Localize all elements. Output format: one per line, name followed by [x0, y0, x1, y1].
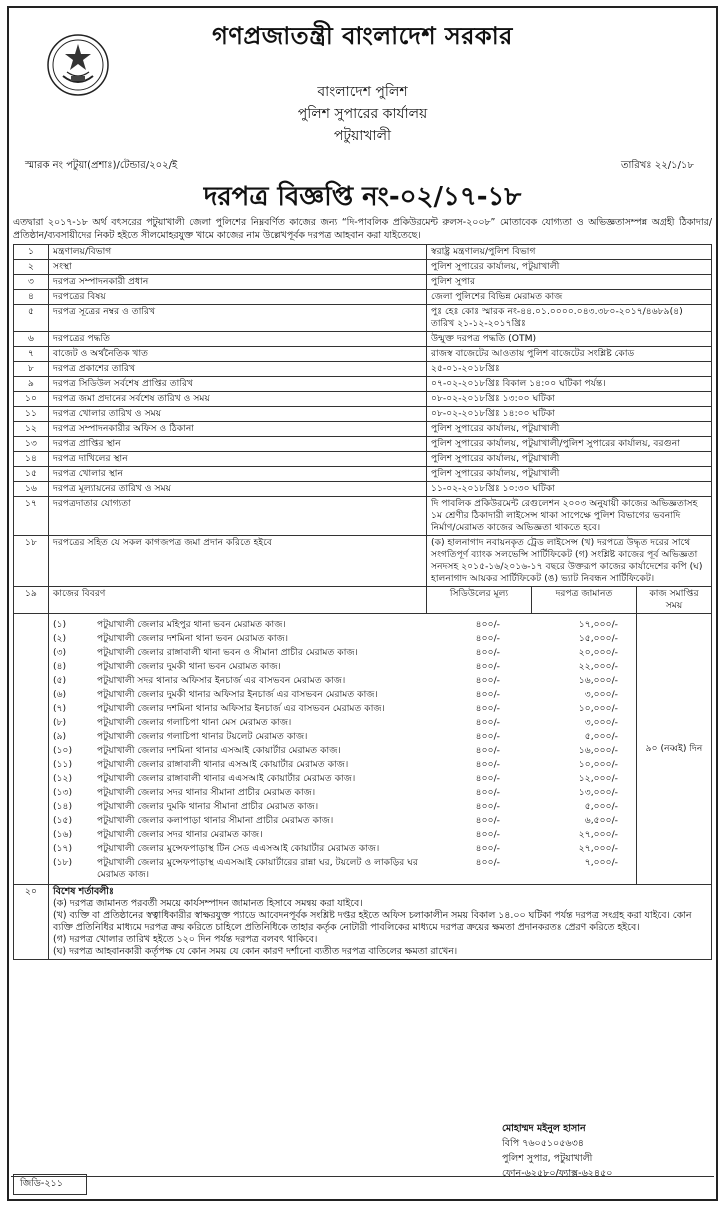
work-number: (১৭) — [53, 843, 73, 854]
work-security: ৩,০০০/- — [584, 689, 618, 700]
work-number: (৯) — [53, 731, 67, 742]
work-price: ৪০০/- — [475, 703, 500, 714]
row-sl: ১১ — [14, 407, 49, 422]
completion-time: ৯০ (নব্বই) দিন — [637, 614, 712, 885]
work-item — [49, 814, 636, 828]
work-security: ৫,০০০/- — [584, 731, 618, 742]
row-label: দরপত্র খোলার তারিখ ও সময় — [49, 407, 427, 422]
work-security: ১৫,০০০/- — [578, 633, 618, 644]
work-number: (১৮) — [53, 857, 73, 868]
work-number: (১৪) — [53, 801, 73, 812]
info-row — [14, 482, 712, 497]
info-row — [14, 437, 712, 452]
work-price: ৪০০/- — [475, 633, 500, 644]
row-value: ০৮-০২-২০১৮খ্রিঃ ১৩:০০ ঘটিকা — [427, 392, 712, 407]
work-item — [49, 702, 636, 716]
work-item — [49, 772, 636, 786]
row-label: দরপত্রের বিষয় — [49, 290, 427, 305]
row-label: সংস্থা — [49, 260, 427, 275]
work-description: পটুয়াখালী জেলার দশমিনা থানার এসআই কোয়ার্টার মেরামত কাজ। — [97, 745, 341, 756]
row-value: (ক) হালনাগাদ নবায়নকৃত ট্রেড লাইসেন্স (খ) দরপত্রে উদ্ধৃত দরের সাথে সংগতিপূর্ণ ব্যাংক সলভেন্সি সার্টিফিকেট (গ) সংশ্লিষ্ট কাজের পূর্ব অভিজ্ঞতা সনদসহ ২০১৫-১৬/২০১৬-১৭ বছরে উক্তরূপ কাজের কার্যাদেশের কপি (ঘ) হালনাগাদ আয়কর সার্টিফিকেট (ঙ) ভ্যাট নিবন্ধন সার্টিফিকেট। — [427, 536, 712, 587]
row-value: পুলিশ সুপারের কার্যালয়, পটুয়াখালী/পুলিশ সুপারের কার্যালয়, বরগুনা — [427, 437, 712, 452]
row-label: দরপত্র সিডিউল সর্বশেষ প্রাপ্তির তারিখ — [49, 377, 427, 392]
term-item: (খ) ব্যক্তি বা প্রতিষ্ঠানের স্বত্বাধিকারীর স্বাক্ষরযুক্ত প্যাডে আবেদনপূর্বক সংশ্লিষ্ট দপ্তর হইতে অফিস চলাকালীন সময় বিকাল ১৪.০০ ঘটিকা পর্যন্ত দরপত্র সংগ্রহ করা যাইবে। কোন ব্যক্তি প্রতিনিধির মাধ্যমে দরপত্র ক্রয় করিতে চাহিলে প্রতিনিধিকে তাহার কর্তৃক নোটারী পাবলিকের মাধ্যমে দরপত্র ক্রয়ের ক্ষমতা প্রদানকরতঃ প্রেরণ করিতে হইবে। — [53, 910, 692, 933]
row-label: দরপত্র প্রকাশের তারিখ — [49, 362, 427, 377]
work-item — [49, 716, 636, 730]
info-row — [14, 467, 712, 482]
row-label: দরপত্র সম্পাদনকারীর অফিস ও ঠিকানা — [49, 422, 427, 437]
work-description: পটুয়াখালী জেলার গলাচিপা থানা মেস মেরামত কাজ। — [97, 717, 292, 728]
row-value: ০৮-০২-২০১৮খ্রিঃ ১৪:০০ ঘটিকা — [427, 407, 712, 422]
work-description: পটুয়াখালী জেলার দুমকী থানার অফিসার ইনচার্জ এর বাসভবন মেরামত কাজ। — [97, 689, 378, 700]
row-label: বাজেট ও অর্থনৈতিক খাত — [49, 347, 427, 362]
work-description: পটুয়াখালী জেলার মহিপুর থানা ভবন মেরামত কাজ। — [97, 619, 286, 630]
work-item — [49, 618, 636, 632]
work-number: (২) — [53, 633, 67, 644]
tender-table — [13, 244, 712, 960]
row-sl: ১৭ — [14, 497, 49, 536]
row-sl: ৮ — [14, 362, 49, 377]
row-sl: ৪ — [14, 290, 49, 305]
work-security: ১০,০০০/- — [578, 703, 618, 714]
work-item — [49, 730, 636, 744]
signatory-bp: বিপি ৭৬০৫১০৫৬৩৪ — [502, 1138, 584, 1149]
work-item — [49, 842, 636, 856]
work-price: ৪০০/- — [475, 689, 500, 700]
work-description: পটুয়াখালী জেলার গলাচিপা থানার টয়লেট মেরামত কাজ। — [97, 731, 308, 742]
work-item — [49, 674, 636, 688]
row-value: ২৫-০১-২০১৮খ্রিঃ — [427, 362, 712, 377]
work-price: ৪০০/- — [475, 759, 500, 770]
row-label: দরপত্র সূত্রের নম্বর ও তারিখ — [49, 305, 427, 332]
work-security: ২০,০০০/- — [578, 647, 618, 658]
work-security: ৭,০০০/- — [584, 857, 618, 868]
row-value: পুলিশ সুপারের কার্যালয়, পটুয়াখালী — [427, 467, 712, 482]
work-security: ৩,০০০/- — [584, 717, 618, 728]
row-label: দরপত্র জমা প্রদানের সর্বশেষ তারিখ ও সময় — [49, 392, 427, 407]
row-value: উন্মুক্ত দরপত্র পদ্ধতি (OTM) — [427, 332, 712, 347]
work-number: (৮) — [53, 717, 67, 728]
work-number: (৭) — [53, 703, 67, 714]
row-value: পুলিশ সুপার — [427, 275, 712, 290]
info-row — [14, 536, 712, 587]
notice-page — [7, 6, 718, 1201]
work-price: ৪০০/- — [475, 731, 500, 742]
term-item: (ক) দরপত্র জামানত পরবর্তী সময়ে কার্যসম্পাদন জামানত হিসাবে সমন্বয় করা যাইবে। — [53, 898, 363, 909]
work-price: ৪০০/- — [475, 675, 500, 686]
work-security: ১৬,০০০/- — [578, 675, 618, 686]
work-item — [49, 660, 636, 674]
work-item — [49, 646, 636, 660]
works-price-header: সিডিউলের মূল্য — [427, 587, 532, 614]
row-sl: ১৪ — [14, 452, 49, 467]
row-sl: ২ — [14, 260, 49, 275]
work-description: পটুয়াখালী সদর থানার অফিসার ইনচার্জ এর বাসভবন মেরামত কাজ। — [97, 675, 346, 686]
work-item — [49, 758, 636, 772]
info-row — [14, 377, 712, 392]
work-number: (৩) — [53, 647, 67, 658]
work-number: (৬) — [53, 689, 67, 700]
works-title: কাজের বিবরণ — [49, 587, 427, 614]
memo-number: স্মারক নং পটুয়া(প্রশাঃ)/টেন্ডার/২০২/ই — [25, 160, 178, 171]
footer-divider — [11, 1176, 714, 1177]
work-item — [49, 800, 636, 814]
row-value: জেলা পুলিশের বিভিন্ন মেরামত কাজ — [427, 290, 712, 305]
work-security: ৫,০০০/- — [584, 801, 618, 812]
row-value: পুঃ হেঃ কোঃ স্মারক নং-৪৪.০১.০০০০.০৪৩.৩৮০-২০১৭/৪৬৮৯(৪) তারিখ ২১-১২-২০১৭খ্রিঃ — [427, 305, 712, 332]
row-sl: ১৩ — [14, 437, 49, 452]
info-row — [14, 452, 712, 467]
row-label: দরপত্রের সহিত যে সকল কাগজপত্র জমা প্রদান করিতে হইবে — [49, 536, 427, 587]
info-row — [14, 362, 712, 377]
work-security: ১৩,০০০/- — [578, 787, 618, 798]
row-label: দরপত্র সম্পাদনকারী প্রধান — [49, 275, 427, 290]
term-item: (গ) দরপত্র খোলার তারিখ হইতে ১২০ দিন পর্যন্ত দরপত্র বলবৎ থাকিবে। — [53, 934, 318, 945]
work-item — [49, 688, 636, 702]
work-item — [49, 632, 636, 646]
row-sl: ৯ — [14, 377, 49, 392]
row-sl: ৬ — [14, 332, 49, 347]
row-value: রাজস্ব বাজেটের আওতায় পুলিশ বাজেটের সংশ্লিষ্ট কোড — [427, 347, 712, 362]
government-title: গণপ্রজাতন্ত্রী বাংলাদেশ সরকার — [212, 22, 513, 50]
work-price: ৪০০/- — [475, 787, 500, 798]
work-price: ৪০০/- — [475, 857, 500, 868]
work-number: (৪) — [53, 661, 67, 672]
row-label: দরপত্র প্রাপ্তির স্থান — [49, 437, 427, 452]
works-header-row — [14, 587, 712, 614]
work-security: ৬,৫০০/- — [584, 815, 618, 826]
signature-block — [502, 1121, 692, 1181]
footer-code: জিডি-২১১ — [13, 1174, 87, 1195]
info-row — [14, 407, 712, 422]
work-item — [49, 856, 636, 882]
work-security: ১০,০০০/- — [578, 759, 618, 770]
work-number: (১৬) — [53, 829, 73, 840]
term-item: (ঘ) দরপত্র আহবানকারী কর্তৃপক্ষ যে কোন সময় যে কোন কারণ দর্শানো ব্যতীত দরপত্র বাতিলের ক্ষমতা রাখেন। — [53, 946, 458, 957]
work-description: পটুয়াখালী জেলার সদর থানার সীমানা প্রাচীর মেরামত কাজ। — [97, 787, 316, 798]
row-sl: ১৬ — [14, 482, 49, 497]
notice-title: দরপত্র বিজ্ঞপ্তি নং-০২/১৭-১৮ — [203, 182, 522, 212]
work-item — [49, 828, 636, 842]
row-label: দরপত্রদাতার যোগ্যতা — [49, 497, 427, 536]
work-description: পটুয়াখালী জেলার দশমিনা থানা ভবন মেরামত কাজ। — [97, 633, 289, 644]
info-row — [14, 260, 712, 275]
work-price: ৪০০/- — [475, 619, 500, 630]
notice-date: তারিখঃ ২২/১/১৮ — [620, 160, 694, 171]
work-price: ৪০০/- — [475, 801, 500, 812]
info-row — [14, 497, 712, 536]
department-name: বাংলাদেশ পুলিশ — [317, 84, 408, 100]
signatory-name: মোহাম্মদ মইনুল হাসান — [502, 1123, 586, 1134]
work-price: ৪০০/- — [475, 661, 500, 672]
row-label: দরপত্র দাখিলের স্থান — [49, 452, 427, 467]
office-name: পুলিশ সুপারের কার্যালয় — [297, 106, 428, 122]
works-sl: ১৯ — [14, 587, 49, 614]
work-description: পটুয়াখালী জেলার মুন্সেফপাড়াস্থ টিন সেড এএসআই কোয়ার্টার মেরামত কাজ। — [97, 843, 380, 854]
work-item — [49, 786, 636, 800]
row-value: পুলিশ সুপারের কার্যালয়, পটুয়াখালী — [427, 260, 712, 275]
row-sl: ১২ — [14, 422, 49, 437]
work-price: ৪০০/- — [475, 745, 500, 756]
info-row — [14, 347, 712, 362]
district-name: পটুয়াখালী — [333, 128, 392, 144]
work-security: ২৭,০০০/- — [578, 843, 618, 854]
works-security-header: দরপত্র জামানত — [532, 587, 637, 614]
info-row — [14, 422, 712, 437]
info-row — [14, 290, 712, 305]
work-description: পটুয়াখালী জেলার রাঙ্গাবালী থানার এএসআই কোয়ার্টার মেরামত কাজ। — [97, 773, 356, 784]
work-number: (১২) — [53, 773, 73, 784]
work-item — [49, 744, 636, 758]
row-sl: ৩ — [14, 275, 49, 290]
info-row — [14, 275, 712, 290]
work-security: ১৭,০০০/- — [578, 619, 618, 630]
info-row — [14, 332, 712, 347]
row-value: স্বরাষ্ট্র মন্ত্রণালয়/পুলিশ বিভাগ — [427, 245, 712, 260]
info-row — [14, 245, 712, 260]
work-description: পটুয়াখালী জেলার রাঙ্গাবালী থানা ভবন ও সীমানা প্রাচীর মেরামত কাজ। — [97, 647, 358, 658]
row-sl: ৫ — [14, 305, 49, 332]
row-label: দরপত্র খোলার স্থান — [49, 467, 427, 482]
terms-title: বিশেষ শর্তাবলীঃ — [53, 886, 114, 897]
row-value: ১১-০২-২০১৮খ্রিঃ ১০:৩০ ঘটিকা — [427, 482, 712, 497]
work-number: (৫) — [53, 675, 67, 686]
row-sl: ১৮ — [14, 536, 49, 587]
terms-sl: ২০ — [14, 885, 49, 960]
work-description: পটুয়াখালী জেলার মুন্সেফপাড়াস্থ এএসআই কোয়ার্টারের রান্না ঘর, টয়লেট ও লাকড়ির ঘর মেরামত কাজ। — [97, 857, 418, 880]
signatory-contact: ফোন-৬২৫৮০/ফ্যাক্স-৬২৪৫০ — [502, 1168, 613, 1179]
work-security: ১২,০০০/- — [578, 773, 618, 784]
row-sl: ১০ — [14, 392, 49, 407]
work-price: ৪০০/- — [475, 843, 500, 854]
signatory-title: পুলিশ সুপার, পটুয়াখালী — [502, 1153, 593, 1164]
terms-row — [14, 885, 712, 960]
works-body-row — [14, 614, 712, 885]
row-value: পুলিশ সুপারের কার্যালয়, পটুয়াখালী — [427, 452, 712, 467]
work-number: (১৩) — [53, 787, 73, 798]
work-description: পটুয়াখালী জেলার রাঙ্গাবালী থানার এসআই কোয়ার্টার মেরামত কাজ। — [97, 759, 349, 770]
row-sl: ৭ — [14, 347, 49, 362]
work-description: পটুয়াখালী জেলার সদর থানার মেরামত কাজ। — [97, 829, 263, 840]
work-number: (১১) — [53, 759, 73, 770]
row-label: দরপত্রের পদ্ধতি — [49, 332, 427, 347]
work-security: ১৬,০০০/- — [578, 745, 618, 756]
works-completion-header: কাজ সমাপ্তির সময় — [637, 587, 712, 614]
info-row — [14, 392, 712, 407]
work-number: (১) — [53, 619, 67, 630]
work-description: পটুয়াখালী জেলার দুমকি থানার সীমানা প্রাচীর মেরামত কাজ। — [97, 801, 319, 812]
work-price: ৪০০/- — [475, 717, 500, 728]
work-price: ৪০০/- — [475, 815, 500, 826]
work-price: ৪০০/- — [475, 829, 500, 840]
work-price: ৪০০/- — [475, 773, 500, 784]
work-security: ২২,০০০/- — [578, 661, 618, 672]
row-value: ০৭-০২-২০১৮খ্রিঃ বিকাল ১৪:০০ ঘটিকা পর্যন্ত। — [427, 377, 712, 392]
row-label: মন্ত্রণালয়/বিভাগ — [49, 245, 427, 260]
work-description: পটুয়াখালী জেলার দুমকী থানা ভবন মেরামত কাজ। — [97, 661, 281, 672]
info-row — [14, 305, 712, 332]
row-sl: ১৫ — [14, 467, 49, 482]
work-security: ২৭,০০০/- — [578, 829, 618, 840]
header — [9, 8, 716, 146]
row-value: পুলিশ সুপারের কার্যালয়, পটুয়াখালী — [427, 422, 712, 437]
work-number: (১০) — [53, 745, 73, 756]
work-description: পটুয়াখালী জেলার দশমিনা থানার অফিসার ইনচার্জ এর বাসভবন মেরামত কাজ। — [97, 703, 385, 714]
row-label: দরপত্র মূল্যায়নের তারিখ ও সময় — [49, 482, 427, 497]
work-description: পটুয়াখালী জেলার কলাপাড়া থানার সীমানা প্রাচীর মেরামত কাজ। — [97, 815, 334, 826]
row-sl: ১ — [14, 245, 49, 260]
work-price: ৪০০/- — [475, 647, 500, 658]
row-value: দি পাবলিক প্রকিউরমেন্ট রেগুলেশন ২০০৩ অনুযায়ী কাজের অভিজ্ঞতাসহ ১ম শ্রেণীর ঠিকাদারী লাইসেন্স থাকা সাপেক্ষে পুলিশ বিভাগের ভবনাদি নির্মাণ/মেরামত কাজের অভিজ্ঞতা থাকতে হবে। — [427, 497, 712, 536]
work-number: (১৫) — [53, 815, 73, 826]
intro-paragraph: এতদ্বারা ২০১৭-১৮ অর্থ বৎসরের পটুয়াখালী জেলা পুলিশের নিম্নবর্ণিত কাজের জন্য “দি-পাবলিক প্রকিউরমেন্ট রুলস-২০০৮” মোতাবেক যোগ্যতা ও অভিজ্ঞতাসম্পন্ন অগ্রহী ঠিকাদার/প্রতিষ্ঠান/ব্যবসায়ীদের নিকট হইতে সীলমোহরযুক্ত খামে কাজের নাম উল্লেখপূর্বক দরপত্র আহবান করা যাইতেছে। — [13, 217, 712, 241]
